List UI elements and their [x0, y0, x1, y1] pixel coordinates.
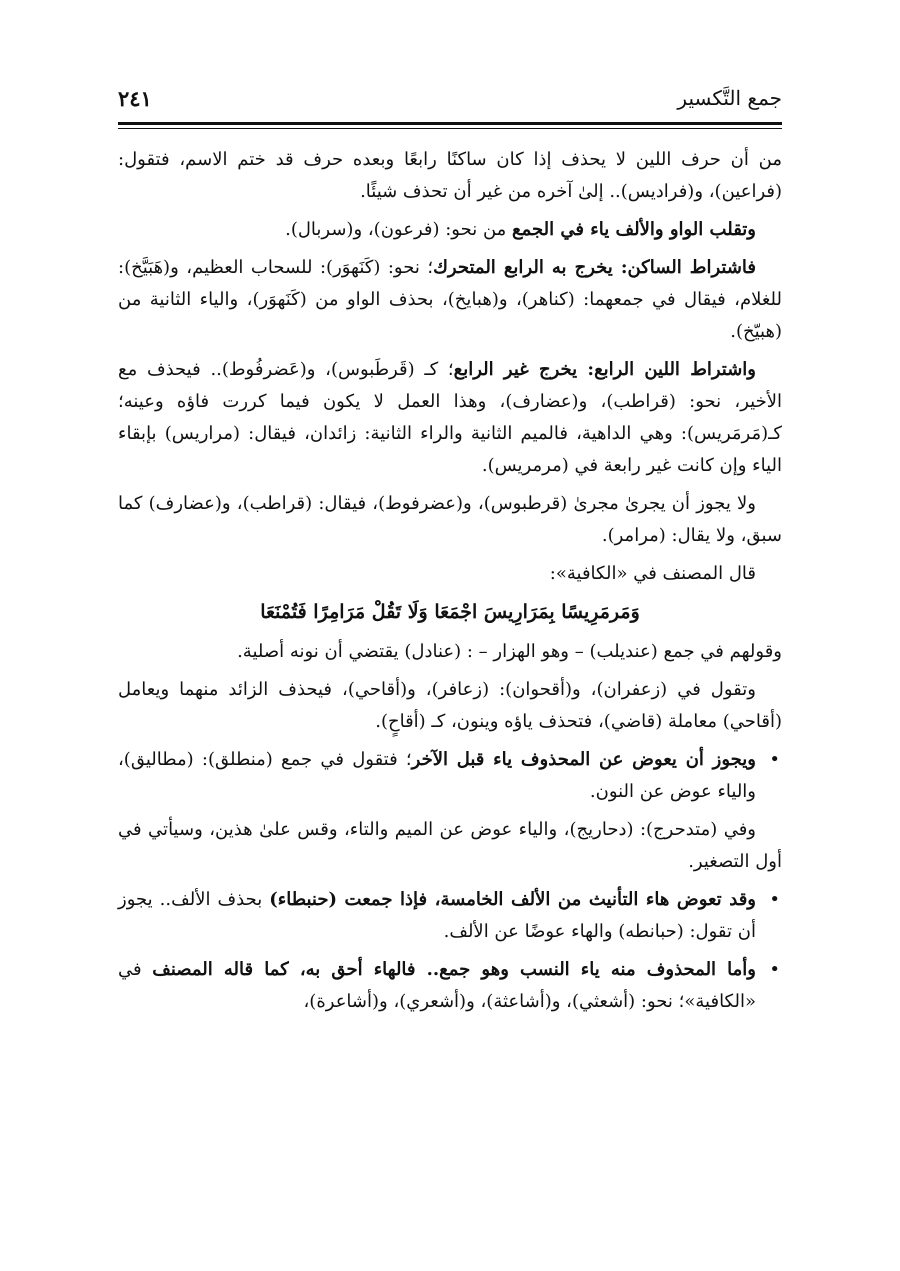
bold-phrase: وتقلب الواو والألف ياء في الجمع: [512, 219, 756, 240]
lead-phrase: واشتراط اللين الرابع:: [577, 359, 756, 380]
bold-phrase: يخرج غير الرابع: [453, 359, 578, 380]
header-rule-thick: [118, 122, 782, 125]
paragraph-text: ؛ نحو: (كَنَهوَر): للسحاب العظيم، و(هَبَيَّخ): للغلام، فيقال في جمعهما: (كناهر)، و(هبايخ)، بحذف الواو من (كَنَهوَر)، والياء الثانية من (هبيّخ).: [118, 257, 782, 342]
page-number: ٢٤١: [118, 86, 152, 111]
paragraph-text: ؛ فتقول في جمع (منطلق): (مطاليق)، والياء عوض عن النون.: [118, 749, 756, 802]
running-title: جمع التَّكسير: [677, 86, 782, 110]
paragraph-2: [118, 214, 782, 246]
paragraph-text: في «الكافية»؛ نحو: (أشعثي)، و(أشاعثة)، و(أشعري)، و(أشاعرة)،: [118, 959, 756, 1012]
lead-phrase: فاشتراط الساكن:: [612, 257, 756, 278]
bullet-item-1: [118, 744, 782, 808]
paragraph-7: وقولهم في جمع (عنديلب) – وهو الهزار – : (عنادل) يقتضي أن نونه أصلية.: [237, 641, 782, 662]
paragraph-6: قال المصنف في «الكافية»:: [549, 563, 756, 584]
bullet-icon: •: [769, 889, 780, 910]
paragraph-text: من نحو: (فرعون)، و(سربال).: [285, 219, 513, 240]
bullet-item-2: [118, 884, 782, 948]
bullet-icon: •: [769, 749, 780, 770]
paragraph-5: ولا يجوز أن يجرىٰ مجرىٰ (قرطبوس)، و(عضرفوط)، فيقال: (قراطب)، و(عضارف) كما سبق، ولا يقال: (مرامر).: [118, 493, 782, 546]
poetry-verse: وَمَرمَرِيسًا بِمَرَارِيسَ اجْمَعَا وَلَا تَقُلْ مَرَامِرًا فَتُمْنَعَا: [260, 601, 640, 623]
paragraph-text: بحذف الألف.. يجوز أن تقول: (حبانطه) والهاء عوضًا عن الألف.: [118, 889, 756, 942]
paragraph-text: ؛ كـ (قَرطَبوس)، و(عَضرفُوط).. فيحذف مع الأخير، نحو: (قراطب)، و(عضارف)، وهذا العمل لا يكون فيما كررت فاؤه وعينه؛ كـ(مَرمَريس): وهي الداهية، فالميم الثانية والراء الثانية: زائدان، فيقال: (مراريس) بإبقاء الياء وإن كانت غير رابعة في (مرمريس).: [118, 359, 782, 476]
bold-phrase: وأما المحذوف منه ياء النسب وهو جمع.. فالهاء أحق به، كما قاله المصنف: [152, 959, 756, 980]
bullet-item-3: [118, 954, 782, 1018]
bullet-icon: •: [769, 959, 780, 980]
paragraph-9: وفي (متدحرج): (دحاريج)، والياء عوض عن الميم والتاء، وقس علىٰ هذين، وسيأتي في أول التصغير.: [118, 819, 782, 872]
page-body: [118, 144, 782, 1024]
header-rule-thin: [118, 128, 782, 129]
paragraph-3: [118, 252, 782, 348]
paragraph-8: وتقول في (زعفران)، و(أقحوان): (زعافر)، و(أقاحي)، فيحذف الزائد منهما ويعامل (أقاحي) معاملة (قاضي)، فتحذف ياؤه وينون، كـ (أقاحٍ).: [118, 679, 782, 732]
paragraph-4: [118, 354, 782, 482]
paragraph-1: من أن حرف اللين لا يحذف إذا كان ساكنًا رابعًا وبعده حرف قد ختم الاسم، فتقول: (فراعين)، و(فراديس).. إلىٰ آخره من غير أن تحذف شيئًا.: [118, 149, 782, 202]
bold-phrase: يخرج به الرابع المتحرك: [433, 257, 613, 278]
page-header: [118, 86, 782, 118]
bold-phrase: وقد تعوض هاء التأنيث من الألف الخامسة، فإذا جمعت (حنبطاء): [269, 889, 756, 910]
bold-phrase: ويجوز أن يعوض عن المحذوف ياء قبل الآخر: [411, 749, 756, 770]
